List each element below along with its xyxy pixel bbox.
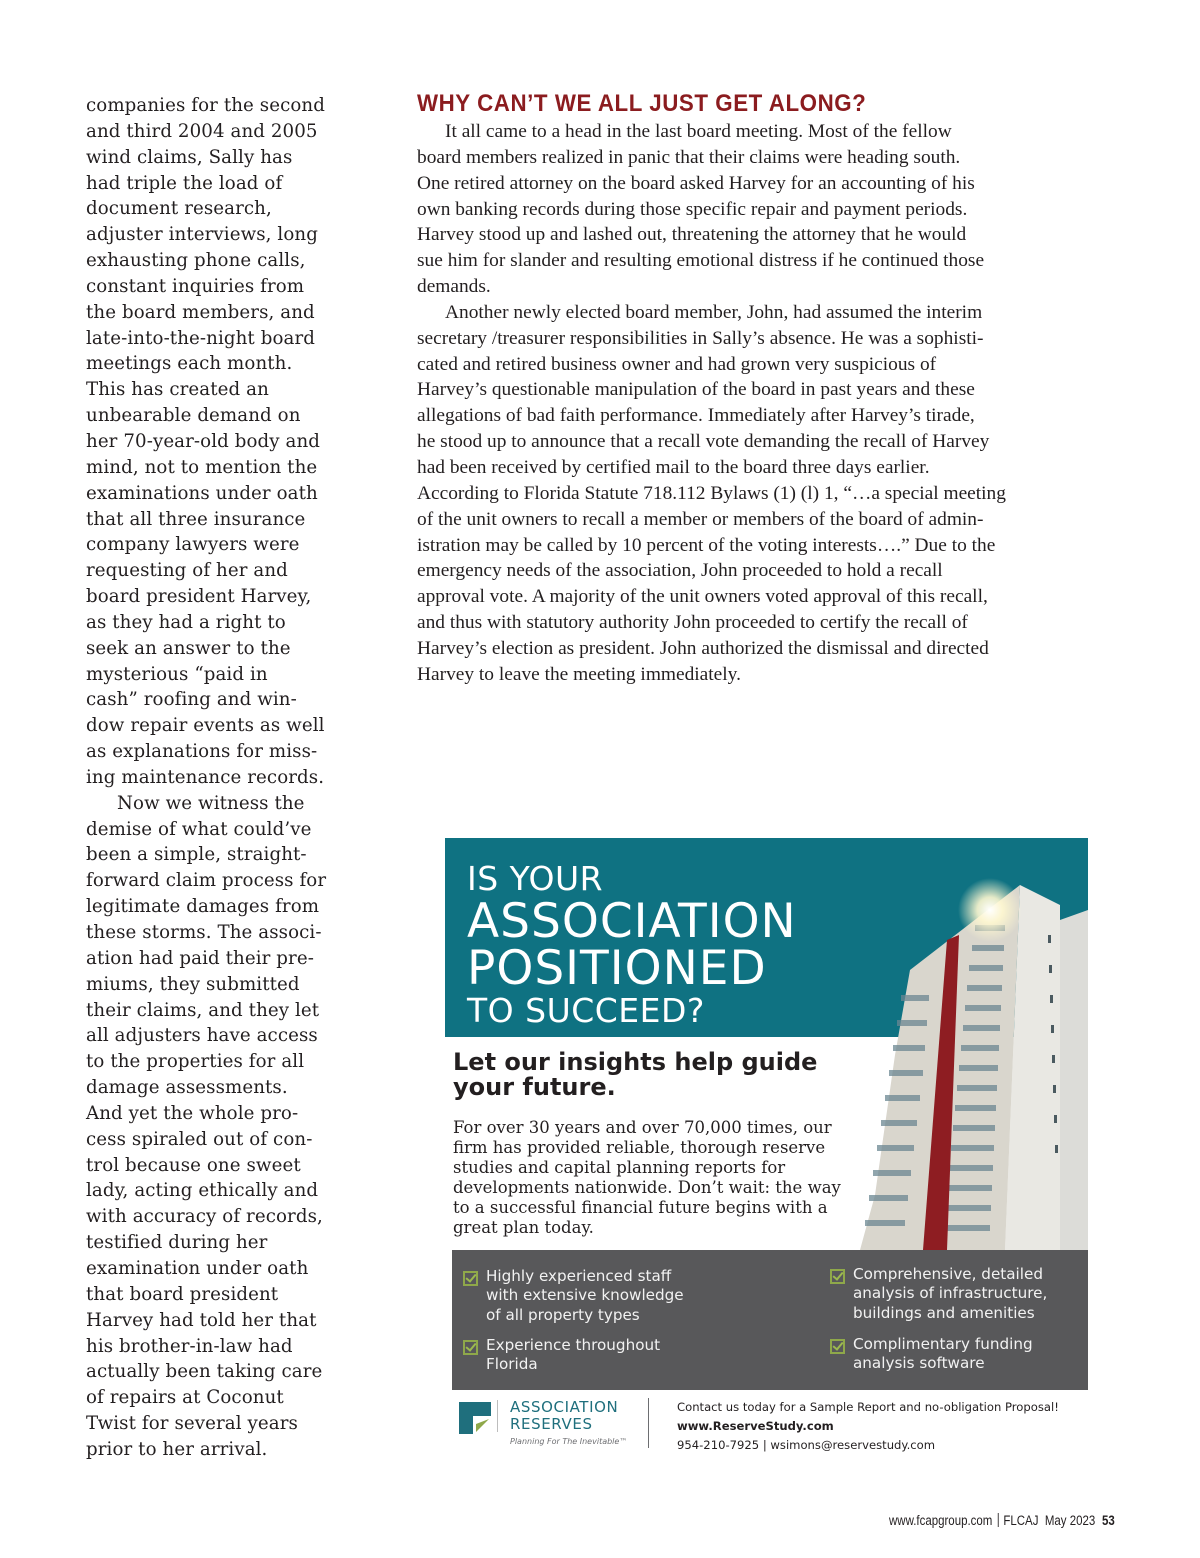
feature-item (463, 1267, 684, 1325)
footer-issue: May 2023 (1044, 1513, 1096, 1528)
text-line: mysterious “paid in (86, 663, 268, 685)
ad-body-line: studies and capital planning reports for (453, 1158, 786, 1177)
text-line: his brother-in-law had (86, 1335, 293, 1357)
text-line: This has created an (86, 379, 269, 401)
text-line: been a simple, straight- (86, 844, 307, 866)
text-line: miums, they submitted (86, 973, 300, 995)
text-line: One retired attorney on the board asked Harvey for an accounting of his (417, 172, 975, 194)
text-line: that board president (86, 1283, 279, 1305)
text-line: cated and retired business owner and had grown very suspicious of (417, 353, 937, 375)
text-line: unbearable demand on (86, 405, 301, 427)
ad-features-band (452, 1250, 1088, 1390)
text-line: adjuster interviews, long (86, 224, 318, 246)
logo-divider (497, 1400, 498, 1432)
left-column-text (86, 93, 336, 1463)
text-line: dow repair events as well (86, 715, 325, 737)
text-line: document research, (86, 198, 272, 220)
text-line: ing maintenance records. (86, 766, 325, 788)
ad-subheading-line: your future. (453, 1073, 616, 1101)
text-line: and thus with statutory authority John proceeded to certify the recall of (417, 612, 968, 634)
ad-body-line: great plan today. (453, 1218, 594, 1237)
text-line: board members realized in panic that their claims were heading south. (417, 146, 961, 168)
checkbox-icon (463, 1271, 478, 1286)
footer-separator (997, 1513, 998, 1527)
feature-text: with extensive knowledge (486, 1286, 684, 1305)
ad-headline-line: TO SUCCEED? (467, 991, 705, 1030)
text-line: ation had paid their pre- (86, 947, 314, 969)
ad-headline (467, 860, 797, 1030)
text-line: examination under oath (86, 1257, 309, 1279)
ad-subheading (453, 1050, 853, 1100)
text-line: these storms. The associ- (86, 922, 322, 943)
paragraph-start-line: It all came to a head in the last board meeting. Most of the fellow (445, 121, 952, 142)
text-line: Harvey to leave the meeting immediately. (417, 663, 741, 685)
text-line: requesting of her and (86, 560, 288, 582)
text-line: all adjusters have access (86, 1025, 318, 1047)
text-line: legitimate damages from (86, 896, 320, 918)
text-line: Harvey stood up and lashed out, threatening the attorney that he would (417, 224, 967, 246)
text-line: damage assessments. (86, 1077, 288, 1099)
text-line: mind, not to mention the (86, 456, 318, 478)
text-line: Harvey’s election as president. John authorized the dismissal and directed (417, 637, 989, 659)
text-line: emergency needs of the association, John proceeded to hold a recall (417, 560, 943, 582)
text-line: constant inquiries from (86, 275, 305, 297)
text-line: companies for the second (86, 95, 325, 116)
feature-text: of all property types (486, 1305, 640, 1324)
ad-headline-line: ASSOCIATION (467, 894, 797, 949)
contact-separator: | (762, 1438, 771, 1452)
ad-headline-line: IS YOUR (467, 859, 604, 898)
ad-body-text (453, 1118, 863, 1238)
contact-divider (648, 1398, 649, 1448)
paragraph-start-line: Another newly elected board member, John, had assumed the interim (445, 301, 983, 323)
feature-text: Florida (486, 1355, 538, 1374)
text-line: sue him for slander and resulting emotional distress if he continued those (417, 250, 985, 272)
text-line: cess spiraled out of con- (86, 1128, 313, 1150)
text-line: According to Florida Statute 718.112 Bylaws (1) (l) 1, “…a special meeting (417, 482, 1006, 504)
text-line: examinations under oath (86, 482, 318, 504)
ad-body-line: developments nationwide. Don’t wait: the way (453, 1178, 841, 1197)
checkbox-icon (830, 1269, 845, 1284)
text-line: with accuracy of records, (86, 1206, 323, 1228)
company-name (510, 1399, 618, 1433)
footer-publication: FLCAJ (1003, 1513, 1039, 1528)
checkbox-icon (463, 1340, 478, 1355)
feature-item (463, 1336, 660, 1375)
text-line: seek an answer to the (86, 637, 291, 659)
text-line: istration may be called by 10 percent of the voting interests….” Due to the (417, 534, 996, 556)
association-reserves-logo-icon (459, 1402, 491, 1434)
text-line: that all three insurance (86, 508, 306, 530)
footer-website[interactable]: www.fcapgroup.com (889, 1513, 993, 1528)
text-line: approval vote. A majority of the unit owners voted approval of this recall, (417, 586, 988, 608)
contact-info (677, 1398, 1059, 1455)
text-line: meetings each month. (86, 353, 293, 375)
association-reserves-ad[interactable] (445, 838, 1088, 1458)
text-line: had triple the load of (86, 172, 283, 194)
section-heading: WHY CAN’T WE ALL JUST GET ALONG? (417, 90, 867, 117)
text-line: to the properties for all (86, 1051, 305, 1073)
text-line: as they had a right to (86, 611, 286, 633)
feature-text: buildings and amenities (853, 1303, 1035, 1322)
company-tagline: Planning For The Inevitable™ (510, 1437, 628, 1446)
website-link[interactable]: www.ReserveStudy.com (677, 1419, 834, 1433)
feature-item (830, 1265, 1047, 1323)
feature-text: analysis software (853, 1354, 985, 1373)
ad-subheading-line: Let our insights help guide (453, 1048, 818, 1076)
text-line: demise of what could’ve (86, 818, 312, 840)
ad-body-line: to a successful financial future begins with a (453, 1198, 828, 1217)
text-line: Twist for several years (86, 1413, 298, 1435)
feature-text: Comprehensive, detailed (853, 1265, 1043, 1283)
text-line: lady, acting ethically and (86, 1180, 319, 1202)
text-line: their claims, and they let (86, 999, 320, 1021)
text-line: And yet the whole pro- (86, 1102, 299, 1124)
feature-item (830, 1335, 1033, 1374)
text-line: secretary /treasurer responsibilities in Sally’s absence. He was a sophisti- (417, 327, 984, 349)
right-column-article (417, 89, 1077, 688)
article-body (417, 119, 1077, 688)
text-line: Harvey had told her that (86, 1309, 317, 1331)
ad-body-line: For over 30 years and over 70,000 times, our (453, 1118, 832, 1137)
company-name-line: ASSOCIATION (510, 1398, 619, 1416)
checkbox-icon (830, 1339, 845, 1354)
text-line: as explanations for miss- (86, 741, 318, 763)
feature-text: Experience throughout (486, 1336, 661, 1354)
text-line: own banking records during those specific repair and payment periods. (417, 198, 968, 220)
text-line: exhausting phone calls, (86, 250, 306, 272)
text-line: forward claim process for (86, 870, 327, 892)
high-rise-building-image (855, 865, 1088, 1250)
text-line: he stood up to announce that a recall vote demanding the recall of Harvey (417, 431, 990, 453)
text-line: of repairs at Coconut (86, 1387, 284, 1409)
paragraph-start-line: Now we witness the (117, 792, 305, 814)
text-line: and third 2004 and 2005 (86, 120, 318, 142)
text-line: late-into-the-night board (86, 327, 315, 349)
email-link[interactable]: wsimons@reservestudy.com (770, 1438, 936, 1452)
text-line: demands. (417, 276, 491, 298)
page-number: 53 (1102, 1513, 1115, 1528)
text-line: trol because one sweet (86, 1154, 301, 1176)
contact-cta: Contact us today for a Sample Report and no-obligation Proposal! (677, 1400, 1059, 1414)
company-name-line: RESERVES (510, 1415, 593, 1433)
text-line: cash” roofing and win- (86, 689, 297, 711)
feature-text: Complimentary funding (853, 1335, 1033, 1353)
text-line: prior to her arrival. (86, 1438, 268, 1460)
phone-number[interactable]: 954-210-7925 (677, 1438, 760, 1452)
ad-headline-line: POSITIONED (467, 941, 767, 996)
feature-text: analysis of infrastructure, (853, 1284, 1048, 1303)
text-line: board president Harvey, (86, 586, 312, 608)
ad-body-line: firm has provided reliable, thorough reserve (453, 1138, 826, 1157)
text-line: company lawyers were (86, 534, 300, 556)
feature-text: Highly experienced staff (486, 1267, 672, 1285)
text-line: allegations of bad faith performance. Immediately after Harvey’s tirade, (417, 405, 975, 427)
text-line: had been received by certified mail to the board three days earlier. (417, 456, 930, 478)
text-line: Harvey’s questionable manipulation of the board in past years and these (417, 379, 975, 401)
text-line: the board members, and (86, 301, 315, 323)
text-line: actually been taking care (86, 1361, 323, 1383)
page-footer (889, 1513, 1115, 1528)
text-line: testified during her (86, 1232, 268, 1254)
text-line: wind claims, Sally has (86, 146, 293, 168)
text-line: of the unit owners to recall a member or members of the board of admin- (417, 508, 984, 530)
ad-contact-footer (452, 1390, 1088, 1458)
text-line: her 70-year-old body and (86, 430, 321, 452)
